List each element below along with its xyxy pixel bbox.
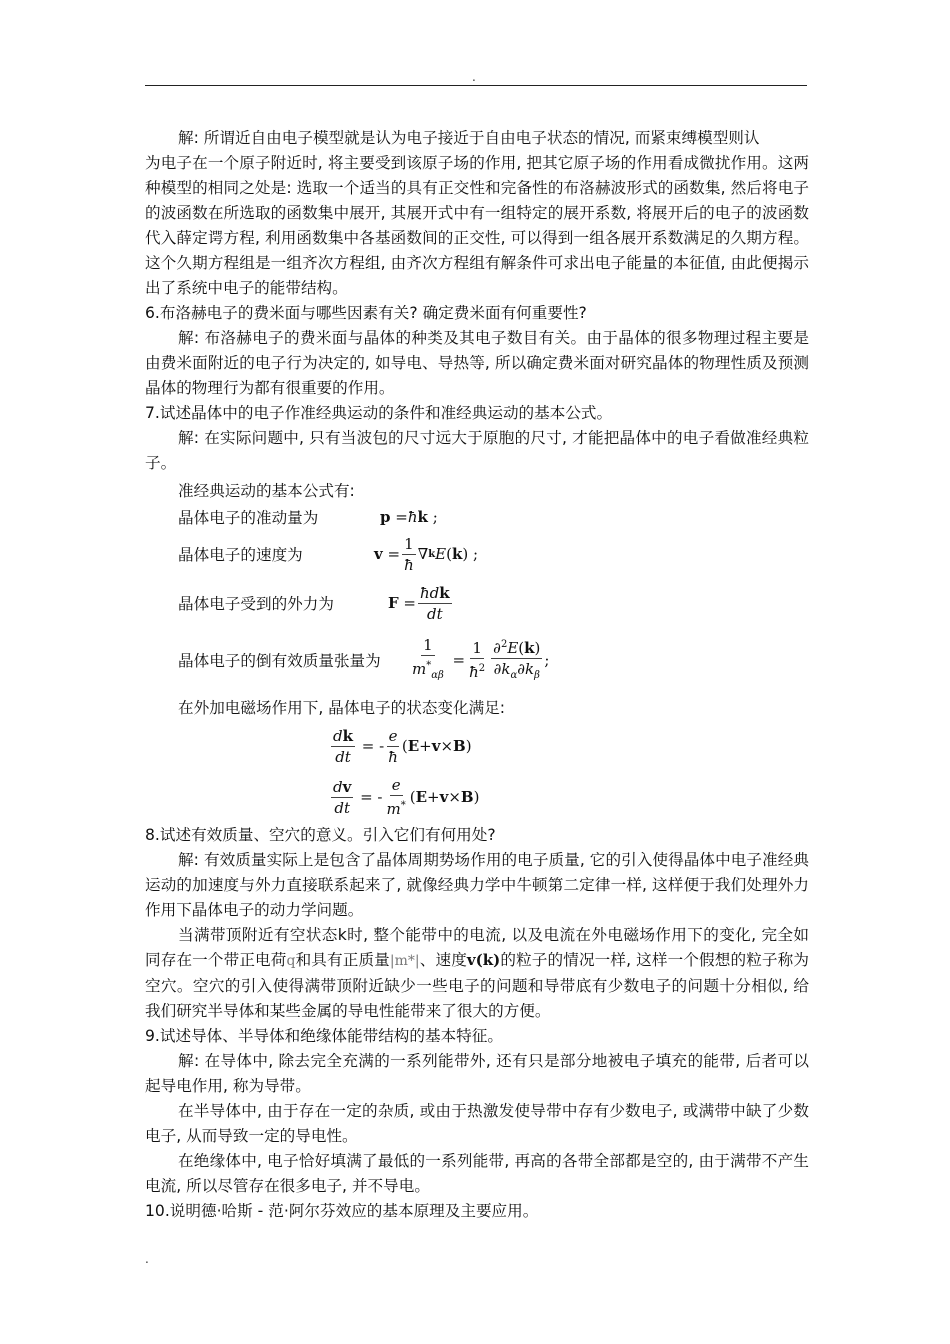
question-8: 8.试述有效质量、空穴的意义。引入它们有何用处? [145,826,496,844]
answer-9-semiconductor: 在半导体中, 由于存在一定的杂质, 或由于热激发使导带中存有少数电子, 或满带中缺了少数电子, 从而导致一定的导电性。 [145,1102,809,1145]
header-dot: . [472,70,476,84]
paragraph-near-free-electron-rest: 为电子在一个原子附近时, 将主要受到该原子场的作用, 把其它原子场的作用看成微扰作用。这两种模型的相同之处是: 选取一个适当的具有正交性和完备性的布洛赫波形式的函数集, 然后将电子的波函数在所选取的函数集中展开, 其展开式中有一组特定的展开系数, 将展开后的电子的波函数代入薛定谔方程, 利用函数集中各基函数间的正交性, 可以得到一组各展开系数满足的久期方程。这个久期方程组是一组齐次方程组, 由齐次方程组有解条件可求出电子能量的本征值, 由此便揭示出了系统中电子的能带结构。 [145,154,809,297]
formula-external-force [178,578,809,628]
answer-6: 解: 布洛赫电子的费米面与晶体的种类及其电子数目有关。由于晶体的很多物理过程主要是由费米面附近的电子行为决定的, 如导电、导热等, 所以确定费米面对研究晶体的物理性质及预测晶体的物理行为都有很重要的作用。 [145,329,809,397]
formula-velocity [178,530,809,578]
formula-quasi-momentum-eq: p = ħ k ; [380,508,438,526]
effective-mass-symbol: |m*| [389,953,420,969]
holes-text-4: 的粒子的情况一样, 这样一个假想的粒子称为空穴。空穴的引入使得满带顶附近缺少一些电子的问题和导带底有少数电子的问题十分相似, 给我们研究半导体和某些金属的导电性能带来了很大的方便。 [145,951,809,1020]
formula-inverse-mass-tensor [178,628,809,692]
answer-7: 解: 在实际问题中, 只有当波包的尺寸远大于原胞的尺寸, 才能把晶体中的电子看做准经典粒子。 [145,429,809,472]
footer-dot: . [145,1252,149,1266]
question-9: 9.试述导体、半导体和绝缘体能带结构的基本特征。 [145,1027,503,1045]
formula-dk-dt [329,721,809,771]
holes-text-3: 、速度 [419,951,467,969]
question-7: 7.试述晶体中的电子作准经典运动的条件和准经典运动的基本公式。 [145,404,613,422]
answer-8-holes [145,923,809,1024]
formula-inverse-mass-tensor-label: 晶体电子的倒有效质量张量为 [178,652,381,670]
charge-q-symbol: q [286,953,296,969]
formula-quasi-momentum [178,504,809,530]
formula-dv-dt-eq: $\frac{dv}{dt}$ = - $\frac{e}{m^*}$ ( E + v × B ) [333,776,480,818]
formula-external-force-label: 晶体电子受到的外力为 [178,595,334,613]
formula-dv-dt [329,771,809,823]
paragraph-near-free-electron-line1: 解: 所谓近自由电子模型就是认为电子接近于自由电子状态的情况, 而紧束缚模型则认 [178,129,760,147]
formula-quasi-momentum-label: 晶体电子的准动量为 [178,509,319,527]
answer-9-insulator: 在绝缘体中, 电子恰好填满了最低的一系列能带, 再高的各带全部都是空的, 由于满带不产生电流, 所以尽管存在很多电子, 并不导电。 [145,1152,809,1195]
formula-inverse-mass-tensor-eq: $\frac{1}{m^*_{\alpha\beta}}$ = $\frac{1}{ħ^2}$ $\frac{\partial^2E(k)}{\partial k_\alpha\partial k_\beta}$ ; [412,635,550,681]
formula-velocity-eq: v = $\frac{1}{ħ}$ ∇ k E ( k ) ; [374,534,479,574]
formula-dk-dt-eq: $\frac{dk}{dt}$ = - $\frac{e}{ħ}$ ( E + v × B ) [333,726,472,766]
formula-velocity-label: 晶体电子的速度为 [178,546,303,564]
header-rule [145,85,807,86]
formulas-intro: 准经典运动的基本公式有: [178,482,355,500]
holes-text-1: 当满带顶附近有空状态k时, 整个能带中的电流, 以及电流在外电磁场作用下的变化, 完全如同存在一个带正电荷 [145,926,809,969]
answer-8-effective-mass: 解: 有效质量实际上是包含了晶体周期势场作用的电子质量, 它的引入使得晶体中电子准经典运动的加速度与外力直接联系起来了, 就像经典力学中牛顿第二定律一样, 这样便于我们处理外力作用下晶体电子的动力学问题。 [145,851,809,919]
velocity-symbol: v(k) [466,951,501,969]
formula-external-force-eq: F = $\frac{\text{ħdk}}{dt}$ [388,583,450,623]
answer-9-conductor: 解: 在导体中, 除去完全充满的一系列能带外, 还有只是部分地被电子填充的能带, 后者可以起导电作用, 称为导带。 [145,1052,809,1095]
em-field-intro: 在外加电磁场作用下, 晶体电子的状态变化满足: [178,699,506,717]
question-10: 10.说明德·哈斯 - 范·阿尔芬效应的基本原理及主要应用。 [145,1202,539,1220]
page-content [145,126,809,1224]
question-6: 6.布洛赫电子的费米面与哪些因素有关? 确定费米面有何重要性? [145,304,587,322]
holes-text-2: 和具有正质量 [295,951,390,969]
